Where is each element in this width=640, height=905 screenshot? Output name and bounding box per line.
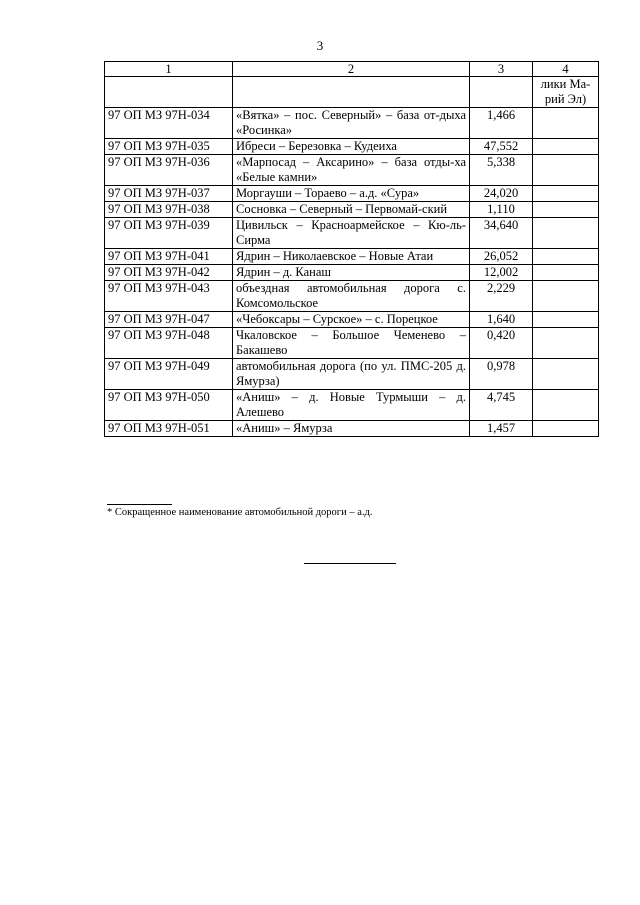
table-header-row	[105, 62, 599, 77]
road-code: 97 ОП МЗ 97Н-037	[105, 186, 233, 202]
table-row	[105, 265, 599, 281]
table-row	[105, 249, 599, 265]
road-code: 97 ОП МЗ 97Н-043	[105, 281, 233, 312]
road-note	[533, 108, 599, 139]
table-cell	[233, 77, 470, 108]
road-code: 97 ОП МЗ 97Н-035	[105, 139, 233, 155]
road-code: 97 ОП МЗ 97Н-034	[105, 108, 233, 139]
road-code: 97 ОП МЗ 97Н-047	[105, 312, 233, 328]
table-row	[105, 328, 599, 359]
table-row	[105, 421, 599, 437]
road-code: 97 ОП МЗ 97Н-039	[105, 218, 233, 249]
road-length: 0,978	[470, 359, 533, 390]
road-note	[533, 202, 599, 218]
road-code: 97 ОП МЗ 97Н-041	[105, 249, 233, 265]
road-name: Моргауши – Тораево – а.д. «Сура»	[233, 186, 470, 202]
table-row	[105, 281, 599, 312]
footnote-divider	[107, 504, 172, 505]
table-cell	[105, 77, 233, 108]
table-row	[105, 312, 599, 328]
column-header: 4	[533, 62, 599, 77]
road-name: «Марпосад – Аксарино» – база отды-ха «Белые камни»	[233, 155, 470, 186]
road-code: 97 ОП МЗ 97Н-049	[105, 359, 233, 390]
road-note	[533, 186, 599, 202]
table-row	[105, 108, 599, 139]
end-of-document-line	[304, 563, 396, 564]
column-header: 2	[233, 62, 470, 77]
road-name: «Аниш» – Ямурза	[233, 421, 470, 437]
page-number: 3	[316, 38, 324, 53]
road-name: Ядрин – д. Канаш	[233, 265, 470, 281]
table-row	[105, 359, 599, 390]
road-note	[533, 421, 599, 437]
road-note	[533, 281, 599, 312]
road-note	[533, 328, 599, 359]
road-note	[533, 155, 599, 186]
road-name: Ибреси – Березовка – Кудеиха	[233, 139, 470, 155]
road-length: 5,338	[470, 155, 533, 186]
road-length: 34,640	[470, 218, 533, 249]
road-code: 97 ОП МЗ 97Н-051	[105, 421, 233, 437]
road-length: 4,745	[470, 390, 533, 421]
road-note	[533, 265, 599, 281]
road-name: «Чебоксары – Сурское» – с. Порецкое	[233, 312, 470, 328]
road-note	[533, 390, 599, 421]
road-name: Сосновка – Северный – Первомай-ский	[233, 202, 470, 218]
table-row	[105, 390, 599, 421]
road-length: 1,466	[470, 108, 533, 139]
road-name: автомобильная дорога (по ул. ПМС-205 д. Ямурза)	[233, 359, 470, 390]
road-code: 97 ОП МЗ 97Н-036	[105, 155, 233, 186]
road-note	[533, 139, 599, 155]
column-header: 1	[105, 62, 233, 77]
footnote: * Сокращенное наименование автомобильной дороги – а.д.	[107, 507, 373, 518]
road-name: объездная автомобильная дорога с. Комсомольское	[233, 281, 470, 312]
road-note	[533, 218, 599, 249]
road-length: 26,052	[470, 249, 533, 265]
road-length: 0,420	[470, 328, 533, 359]
roads-table	[104, 61, 599, 437]
road-length: 1,457	[470, 421, 533, 437]
road-length: 47,552	[470, 139, 533, 155]
road-note	[533, 359, 599, 390]
road-name: Цивильск – Красноармейское – Кю-ль-Сирма	[233, 218, 470, 249]
road-name: Ядрин – Николаевское – Новые Атаи	[233, 249, 470, 265]
table-cell: лики Ма-рий Эл)	[533, 77, 599, 108]
table-cell	[470, 77, 533, 108]
road-code: 97 ОП МЗ 97Н-050	[105, 390, 233, 421]
road-length: 2,229	[470, 281, 533, 312]
table-row	[105, 218, 599, 249]
road-length: 1,640	[470, 312, 533, 328]
road-name: «Вятка» – пос. Северный» – база от-дыха «Росинка»	[233, 108, 470, 139]
road-name: Чкаловское – Большое Чеменево – Бакашево	[233, 328, 470, 359]
road-length: 24,020	[470, 186, 533, 202]
table-row	[105, 202, 599, 218]
table-row	[105, 139, 599, 155]
road-note	[533, 312, 599, 328]
road-length: 12,002	[470, 265, 533, 281]
road-length: 1,110	[470, 202, 533, 218]
table-row	[105, 155, 599, 186]
road-code: 97 ОП МЗ 97Н-042	[105, 265, 233, 281]
continuation-row	[105, 77, 599, 108]
road-name: «Аниш» – д. Новые Турмыши – д. Алешево	[233, 390, 470, 421]
column-header: 3	[470, 62, 533, 77]
road-code: 97 ОП МЗ 97Н-038	[105, 202, 233, 218]
table-row	[105, 186, 599, 202]
road-code: 97 ОП МЗ 97Н-048	[105, 328, 233, 359]
road-note	[533, 249, 599, 265]
